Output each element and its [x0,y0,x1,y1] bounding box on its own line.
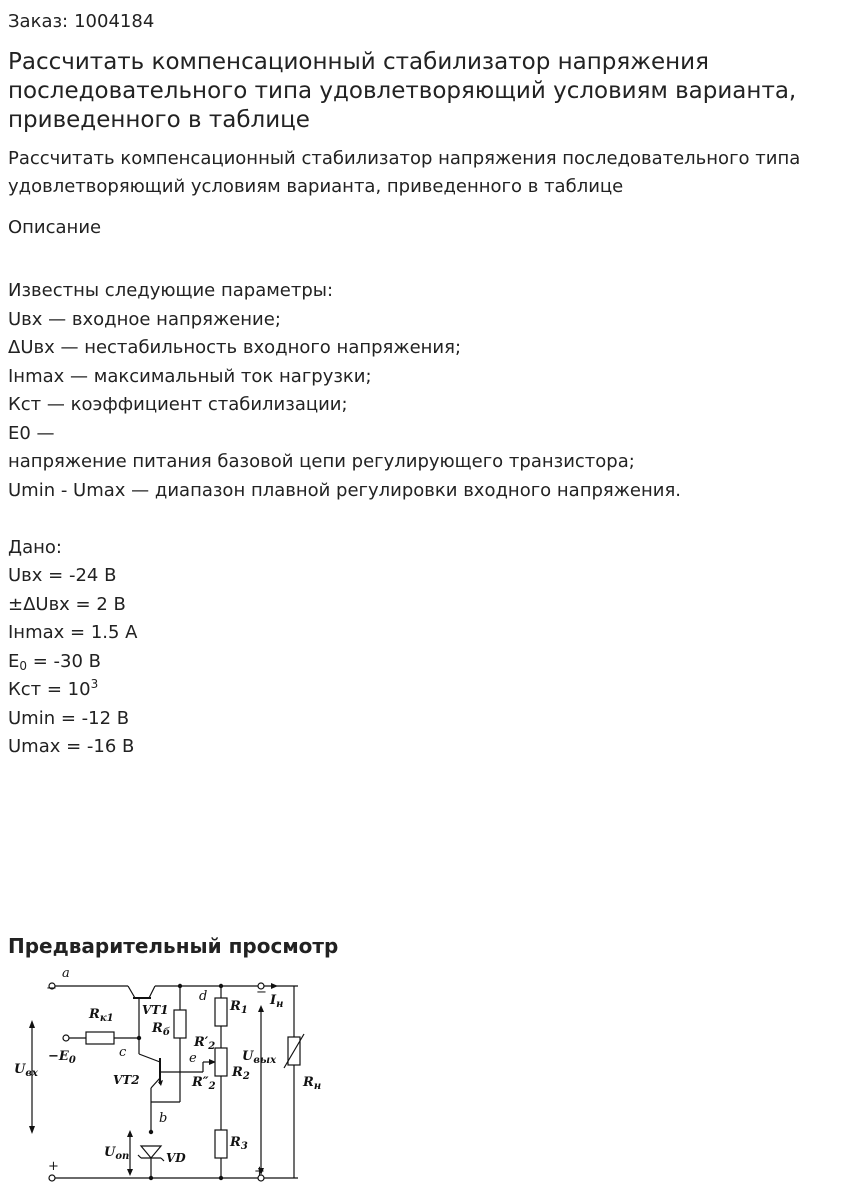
label-vt2: VT2 [113,1073,140,1087]
label-minus: − [46,981,57,996]
param-line: ΔUвх — нестабильность входного напряжения; [8,337,462,358]
zener-diode [141,1146,161,1158]
given-heading: Дано: [8,536,62,558]
label-d: d [199,989,208,1004]
label-uout: $U_{вых}$ [242,1049,277,1066]
param-line: Uвх — входное напряжение; [8,308,281,330]
label-r2: $R_2$ [232,1065,250,1082]
label-r1: $R_1$ [230,999,248,1016]
param-line: Iнmax — максимальный ток нагрузки; [8,365,372,387]
resistor-r2 [215,1048,227,1076]
label-in: $I_н$ [270,993,284,1010]
order-label: Заказ: [8,11,69,32]
spacer [8,505,838,534]
label-out-minus: − [256,985,267,1000]
description-heading: Описание [8,217,102,238]
given-uin: Uвх = -24 В [8,565,117,586]
given-delta-uin: ±ΔUвх = 2 В [8,593,126,615]
given-e0: $E_0 = -30$ В [8,650,102,673]
label-r2-prime: $R'_2$ [194,1035,216,1052]
order-number: 1004184 [74,11,155,32]
params-intro: Известны следующие параметры: [8,280,334,301]
terminal-plus [49,1175,55,1181]
given-inmax: Iнmax = 1.5 А [8,622,138,643]
label-r2-double-prime: $R''_2$ [192,1075,216,1092]
page-subtitle: Рассчитать компенсационный стабилизатор напряжения последовательного типа удовлетворяющий условиям варианта, приведенного в таблице [8,148,801,197]
label-rb: $R_б$ [152,1021,171,1038]
label-b: b [159,1111,168,1126]
preview-heading: Предварительный просмотр [8,934,339,958]
label-vt1: VT1 [142,1003,169,1017]
param-line: Umin - Umax — диапазон плавной регулировки входного напряжения. [8,479,682,501]
label-uin: $U_{вх}$ [14,1062,38,1079]
given-umax: Umax = -16 В [8,736,135,757]
label-rk1: $R_{к1}$ [89,1007,114,1024]
label-uop: $U_{оп}$ [104,1145,130,1162]
resistor-r3 [215,1130,227,1158]
label-plus: + [48,1159,59,1174]
order-line [8,10,154,34]
param-line: Е0 — [8,422,55,444]
label-e: e [189,1051,197,1066]
resistor-r1 [215,998,227,1026]
label-rn: $R_н$ [303,1075,322,1092]
label-vd: VD [166,1151,186,1165]
terminal-e0 [63,1035,69,1041]
label-c: c [119,1045,127,1060]
description-body [8,277,838,762]
resistor-rk1 [86,1032,114,1044]
given-umin: Umin = -12 В [8,707,130,729]
resistor-rb [174,1010,186,1038]
page-title: Рассчитать компенсационный стабилизатор напряжения последовательного типа удовлетворяющий условиям варианта, приведенного в таблице [8,49,797,133]
label-r3: $R_3$ [230,1135,248,1152]
given-kst: Кст = $10^3$ [8,677,99,700]
param-line: напряжение питания базовой цепи регулирующего транзистора; [8,451,635,472]
label-out-plus: + [254,1164,265,1179]
param-line: Кст — коэффициент стабилизации; [8,394,348,415]
circuit-schematic [8,962,328,1188]
label-e0: $-E_0$ [48,1049,76,1066]
label-a: a [62,966,70,981]
